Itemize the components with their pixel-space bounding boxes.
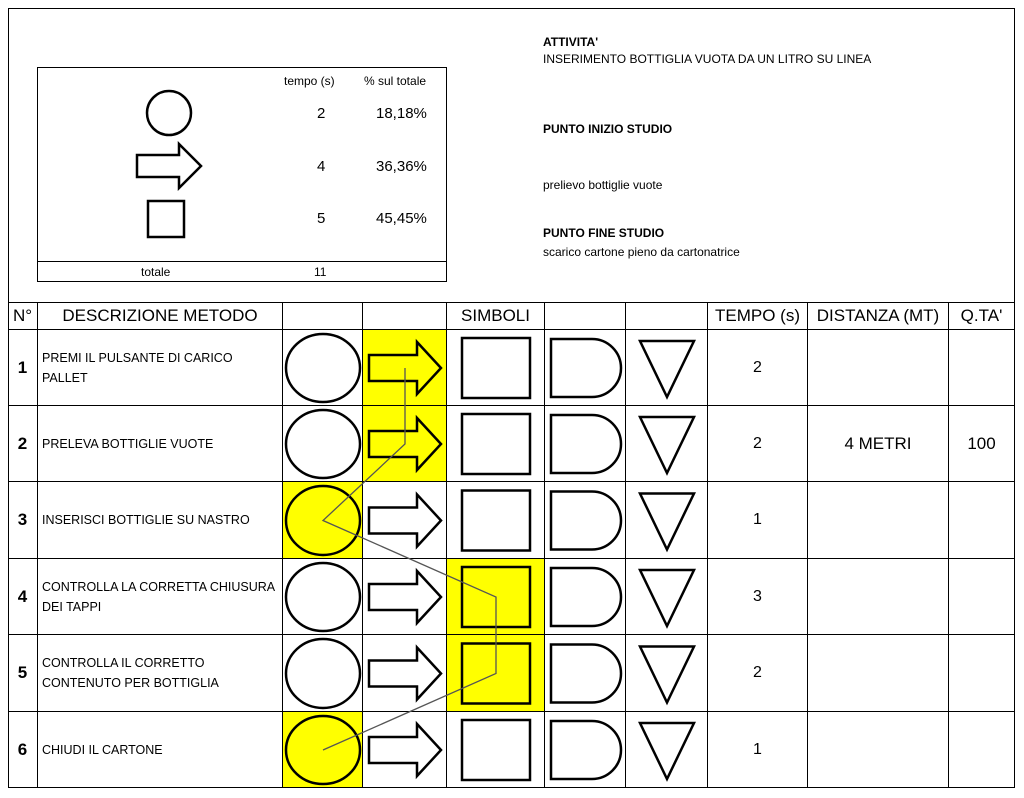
row-num-cell (8, 712, 38, 788)
symbol-cell-square (447, 635, 545, 712)
row-number: 4 (17, 586, 28, 606)
triangle-symbol-icon (626, 635, 708, 712)
symbol-cell-arrow (363, 712, 447, 788)
symbol-cell-arrow (363, 406, 447, 482)
header-description-cell (38, 302, 283, 330)
symbol-cell-square (447, 559, 545, 635)
circle-symbol-icon (283, 482, 363, 559)
arrow-symbol-icon (363, 482, 447, 559)
header-distance-cell (808, 302, 949, 330)
summary-box (37, 67, 447, 282)
row-time-cell (708, 712, 808, 788)
symbol-cell-d (545, 712, 626, 788)
symbol-cell-square (447, 406, 545, 482)
row-qty (949, 330, 1014, 405)
row-time-cell (708, 330, 808, 406)
row-time: 2 (753, 358, 762, 376)
row-qty (949, 482, 1014, 558)
summary-time-square: 5 (317, 210, 326, 227)
row-time: 2 (753, 664, 762, 681)
triangle-symbol-icon (626, 406, 708, 482)
arrow-symbol-icon (363, 635, 447, 712)
symbol-cell-square (447, 330, 545, 406)
row-distance-cell (808, 330, 949, 406)
d-symbol-icon (545, 712, 626, 788)
row-qty-cell (949, 406, 1015, 482)
row-distance-cell (808, 712, 949, 788)
row-description-cell (38, 482, 283, 559)
end-label: PUNTO FINE STUDIO (543, 226, 665, 240)
row-distance (808, 635, 948, 711)
symbol-cell-d (545, 330, 626, 406)
header-qty-cell (949, 302, 1015, 330)
symbol-cell-triangle (626, 635, 708, 712)
row-distance-cell (808, 559, 949, 635)
start-value: prelievo bottiglie vuote (543, 178, 663, 192)
row-qty: 100 (967, 433, 996, 453)
row-distance (808, 559, 948, 634)
row-distance-cell (808, 406, 949, 482)
summary-pct-arrow: 36,36% (376, 158, 427, 175)
summary-col-pct: % sul totale (364, 74, 427, 88)
row-time-cell (708, 635, 808, 712)
row-time: 1 (753, 511, 762, 528)
arrow-symbol-icon (363, 406, 447, 482)
summary-total-value: 11 (314, 265, 327, 279)
row-distance (808, 482, 948, 558)
d-symbol-icon (545, 406, 626, 482)
symbol-cell-triangle (626, 330, 708, 406)
triangle-symbol-icon (626, 330, 708, 406)
row-number: 6 (17, 739, 28, 759)
header-sym-1-cell (283, 302, 363, 330)
row-time-cell (708, 406, 808, 482)
row-description-cell (38, 635, 283, 712)
symbol-cell-circle (283, 482, 363, 559)
end-value: scarico cartone pieno da cartonatrice (543, 245, 740, 259)
symbol-cell-d (545, 406, 626, 482)
symbol-cell-d (545, 635, 626, 712)
row-num-cell (8, 482, 38, 559)
symbol-cell-circle (283, 712, 363, 788)
row-qty-cell (949, 482, 1015, 559)
header-description: DESCRIZIONE METODO (62, 305, 258, 325)
square-symbol-icon (447, 482, 545, 559)
square-symbol-icon (447, 330, 545, 406)
start-label: PUNTO INIZIO STUDIO (543, 122, 673, 136)
activity-label: ATTIVITA' (543, 35, 599, 49)
symbol-cell-d (545, 482, 626, 559)
symbol-cell-arrow (363, 635, 447, 712)
summary-total-label: totale (141, 265, 171, 279)
symbol-cell-square (447, 712, 545, 788)
row-description-cell (38, 330, 283, 406)
row-distance (808, 330, 948, 405)
row-time: 1 (753, 740, 762, 758)
header-sym-2-cell (363, 302, 447, 330)
row-num-cell (8, 406, 38, 482)
circle-symbol-icon (283, 330, 363, 406)
row-qty-cell (949, 712, 1015, 788)
row-num-cell (8, 635, 38, 712)
summary-time-arrow: 4 (317, 158, 326, 175)
arrow-symbol-icon (363, 712, 447, 788)
header-qty: Q.TA' (960, 305, 1003, 325)
header-time: TEMPO (s) (715, 305, 800, 325)
header-symbols: SIMBOLI (461, 305, 530, 325)
symbol-cell-triangle (626, 482, 708, 559)
row-qty (949, 712, 1014, 787)
row-time: 2 (753, 434, 762, 452)
arrow-symbol-icon (363, 559, 447, 635)
row-qty (949, 635, 1014, 711)
circle-symbol-icon (283, 559, 363, 635)
row-qty-cell (949, 635, 1015, 712)
header-num: N° (12, 305, 33, 325)
row-description: CONTROLLA LA CORRETTA CHIUSURA DEI TAPPI (42, 579, 275, 614)
row-number: 3 (17, 510, 28, 529)
summary-pct-square: 45,45% (376, 210, 427, 227)
circle-icon (144, 88, 194, 138)
circle-symbol-icon (283, 406, 363, 482)
header-distance: DISTANZA (MT) (816, 305, 940, 325)
row-distance: 4 METRI (844, 433, 912, 453)
row-description-cell (38, 559, 283, 635)
row-description-cell (38, 406, 283, 482)
header-sym-5-cell (626, 302, 708, 330)
d-symbol-icon (545, 635, 626, 712)
row-num-cell (8, 559, 38, 635)
triangle-symbol-icon (626, 559, 708, 635)
row-description: CHIUDI IL CARTONE (42, 742, 163, 757)
row-distance (808, 712, 948, 787)
symbol-cell-arrow (363, 330, 447, 406)
row-number: 2 (17, 433, 28, 453)
square-symbol-icon (447, 635, 545, 712)
row-time-cell (708, 559, 808, 635)
row-number: 5 (17, 663, 28, 682)
symbol-cell-triangle (626, 712, 708, 788)
row-distance-cell (808, 635, 949, 712)
row-qty (949, 559, 1014, 634)
d-symbol-icon (545, 482, 626, 559)
symbol-cell-circle (283, 559, 363, 635)
summary-total-divider (38, 261, 446, 262)
circle-symbol-icon (283, 635, 363, 712)
symbol-cell-circle (283, 330, 363, 406)
triangle-symbol-icon (626, 712, 708, 788)
symbol-cell-arrow (363, 559, 447, 635)
d-symbol-icon (545, 330, 626, 406)
symbol-cell-triangle (626, 406, 708, 482)
row-description-cell (38, 712, 283, 788)
square-symbol-icon (447, 712, 545, 788)
row-distance-cell (808, 482, 949, 559)
arrow-icon (134, 141, 206, 191)
symbol-cell-square (447, 482, 545, 559)
row-time: 3 (753, 587, 762, 605)
summary-time-circle: 2 (317, 105, 326, 122)
symbol-cell-circle (283, 406, 363, 482)
d-symbol-icon (545, 559, 626, 635)
row-number: 1 (17, 357, 28, 377)
square-symbol-icon (447, 559, 545, 635)
arrow-symbol-icon (363, 330, 447, 406)
triangle-symbol-icon (626, 482, 708, 559)
symbol-cell-circle (283, 635, 363, 712)
row-time-cell (708, 482, 808, 559)
row-description: PRELEVA BOTTIGLIE VUOTE (42, 436, 214, 451)
row-description: CONTROLLA IL CORRETTO CONTENUTO PER BOTTIGLIA (42, 656, 219, 690)
circle-symbol-icon (283, 712, 363, 788)
header-time-cell (708, 302, 808, 330)
row-qty-cell (949, 559, 1015, 635)
square-icon (146, 199, 188, 241)
header-num-cell (8, 302, 38, 330)
symbol-cell-triangle (626, 559, 708, 635)
summary-col-time: tempo (s) (284, 74, 335, 88)
symbol-cell-d (545, 559, 626, 635)
header-sym-4-cell (545, 302, 626, 330)
header-symbols-cell (447, 302, 545, 330)
row-description: INSERISCI BOTTIGLIE SU NASTRO (42, 513, 250, 527)
row-qty-cell (949, 330, 1015, 406)
summary-pct-circle: 18,18% (376, 105, 427, 122)
row-description: PREMI IL PULSANTE DI CARICO PALLET (42, 350, 233, 385)
row-num-cell (8, 330, 38, 406)
symbol-cell-arrow (363, 482, 447, 559)
square-symbol-icon (447, 406, 545, 482)
activity-value: INSERIMENTO BOTTIGLIA VUOTA DA UN LITRO SU LINEA (543, 52, 872, 66)
